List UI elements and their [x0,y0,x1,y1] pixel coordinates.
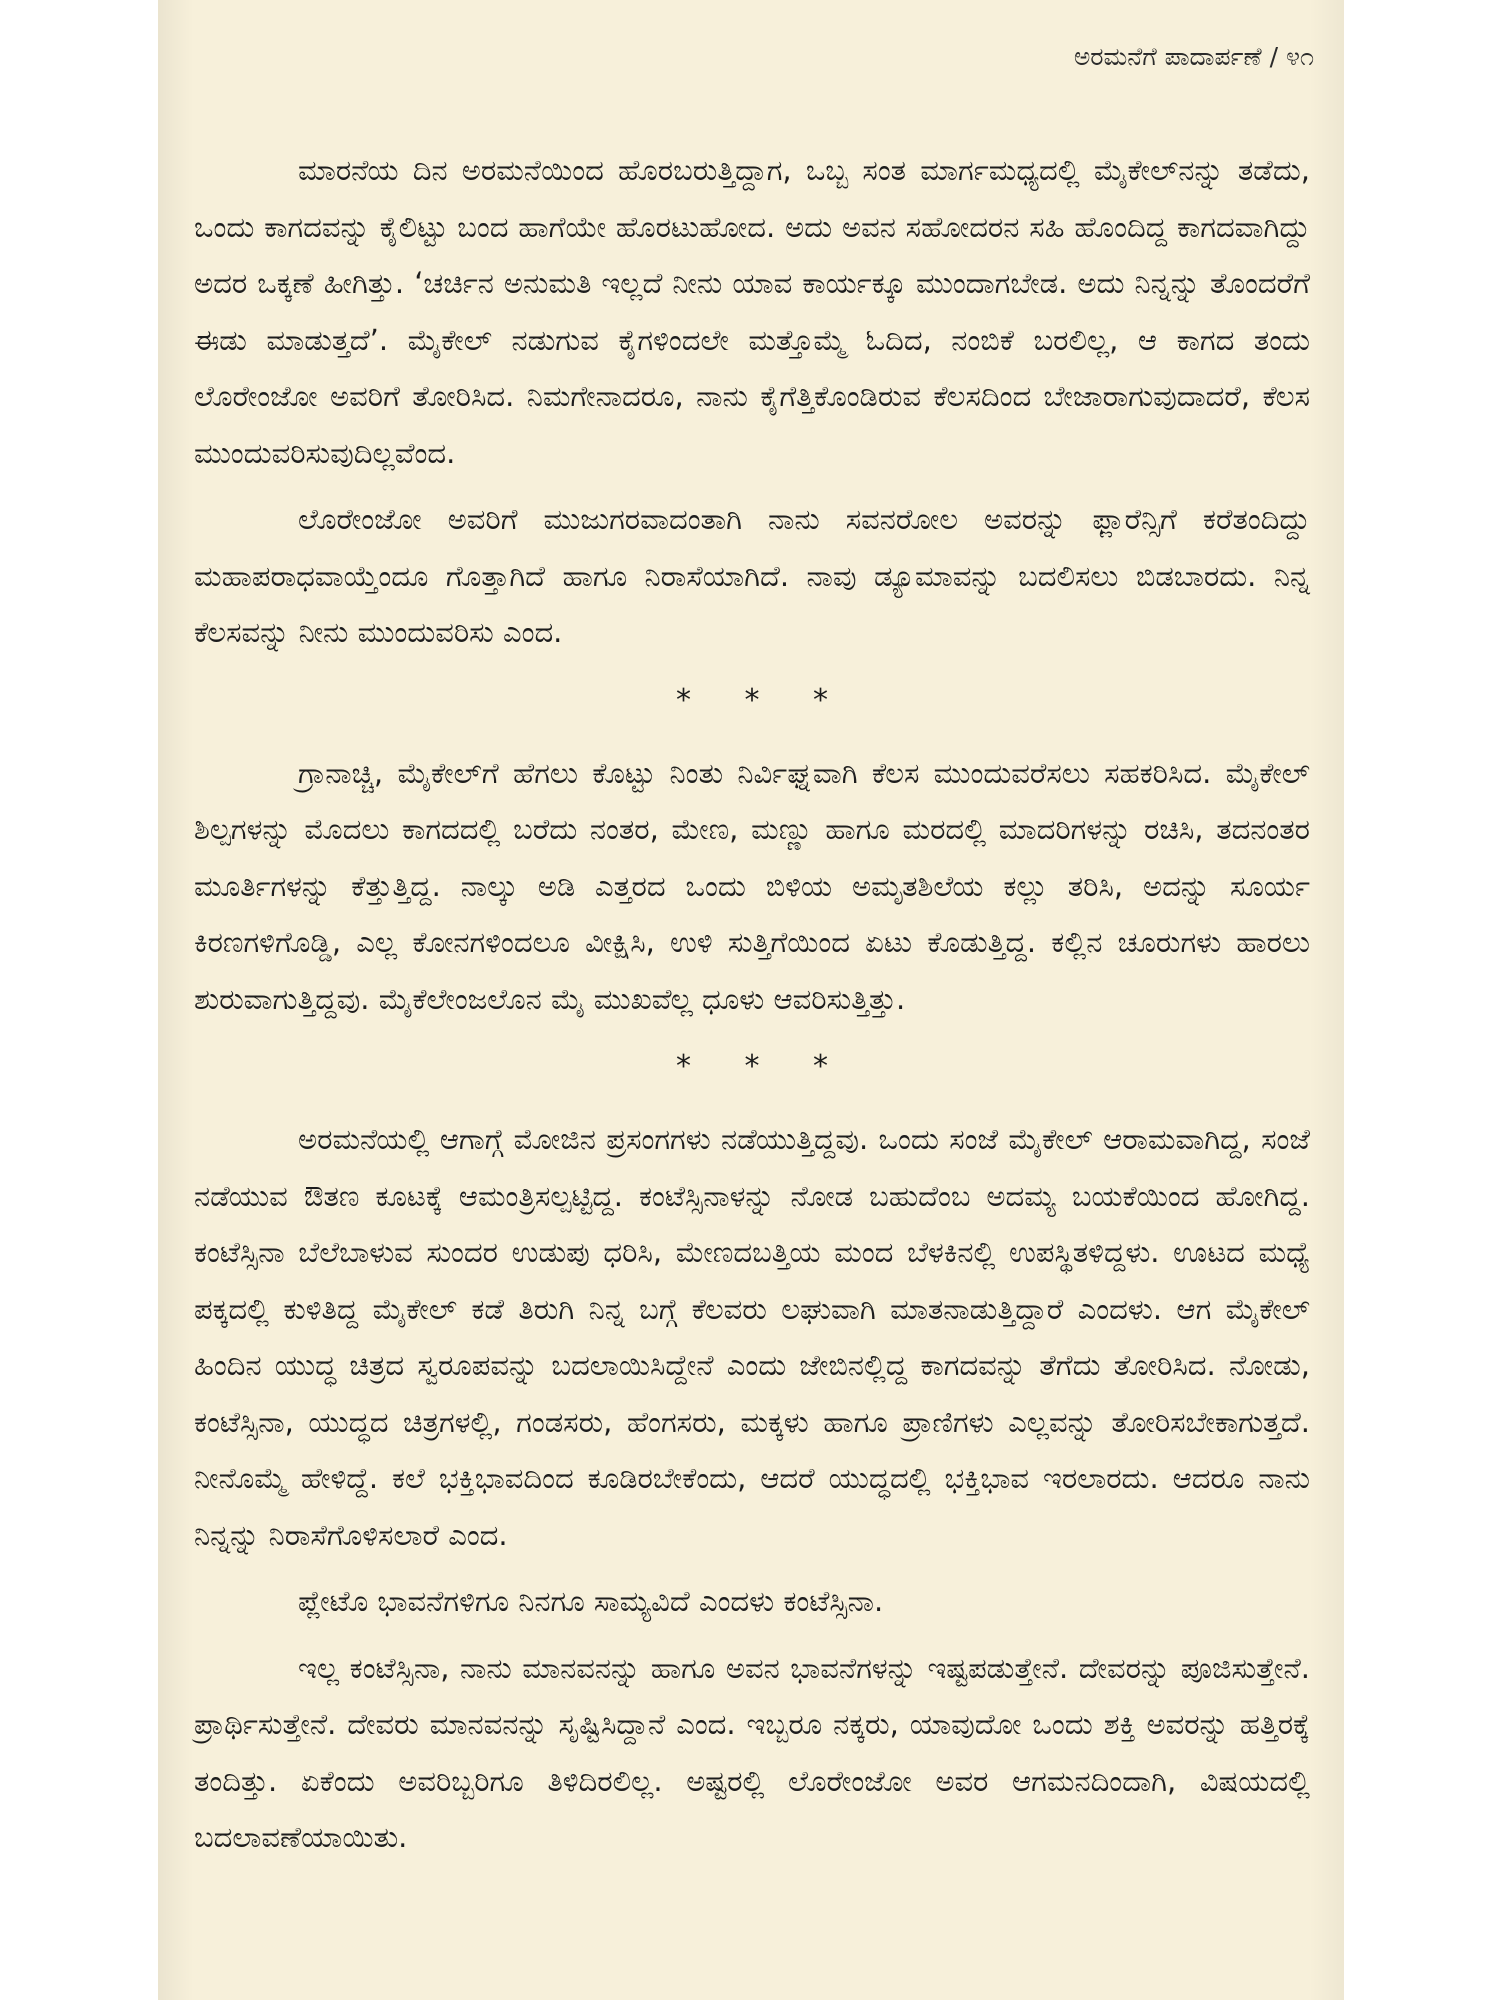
paragraph-6: ಇಲ್ಲ ಕಂಟೆಸ್ಸಿನಾ, ನಾನು ಮಾನವನನ್ನು ಹಾಗೂ ಅವನ ಭಾವನೆಗಳನ್ನು ಇಷ್ಟಪಡುತ್ತೇನೆ. ದೇವರನ್ನು ಪೂಜಿಸುತ್ತೇನೆ. ಪ್ರಾರ್ಥಿಸುತ್ತೇನೆ. ದೇವರು ಮಾನವನನ್ನು ಸೃಷ್ಟಿಸಿದ್ದಾನೆ ಎಂದ. ಇಬ್ಬರೂ ನಕ್ಕರು, ಯಾವುದೋ ಒಂದು ಶಕ್ತಿ ಅವರನ್ನು ಹತ್ತಿರಕ್ಕೆ ತಂದಿತ್ತು. ಏಕೆಂದು ಅವರಿಬ್ಬರಿಗೂ ತಿಳಿದಿರಲಿಲ್ಲ. ಅಷ್ಟರಲ್ಲಿ ಲೊರೇಂಜೋ ಅವರ ಆಗಮನದಿಂದಾಗಿ, ವಿಷಯದಲ್ಲಿ ಬದಲಾವಣೆಯಾಯಿತು. [194,1650,1310,1854]
book-page [158,0,1344,2000]
section-separator-1: * * * [675,682,851,718]
paragraph-3: ಗ್ರಾನಾಚ್ಚಿ, ಮೈಕೇಲ್‌ಗೆ ಹೆಗಲು ಕೊಟ್ಟು ನಿಂತು ನಿರ್ವಿಘ್ನವಾಗಿ ಕೆಲಸ ಮುಂದುವರೆಸಲು ಸಹಕರಿಸಿದ. ಮೈಕೇಲ್ ಶಿಲ್ಪಗಳನ್ನು ಮೊದಲು ಕಾಗದದಲ್ಲಿ ಬರೆದು ನಂತರ, ಮೇಣ, ಮಣ್ಣು ಹಾಗೂ ಮರದಲ್ಲಿ ಮಾದರಿಗಳನ್ನು ರಚಿಸಿ, ತದನಂತರ ಮೂರ್ತಿಗಳನ್ನು ಕೆತ್ತುತ್ತಿದ್ದ. ನಾಲ್ಕು ಅಡಿ ಎತ್ತರದ ಒಂದು ಬಿಳಿಯ ಅಮೃತಶಿಲೆಯ ಕಲ್ಲು ತರಿಸಿ, ಅದನ್ನು ಸೂರ್ಯ ಕಿರಣಗಳಿಗೊಡ್ಡಿ, ಎಲ್ಲ ಕೋನಗಳಿಂದಲೂ ವೀಕ್ಷಿಸಿ, ಉಳಿ ಸುತ್ತಿಗೆಯಿಂದ ಏಟು ಕೊಡುತ್ತಿದ್ದ. ಕಲ್ಲಿನ ಚೂರುಗಳು ಹಾರಲು ಶುರುವಾಗುತ್ತಿದ್ದವು. ಮೈಕೆಲೇಂಜಲೊನ ಮೈ ಮುಖವೆಲ್ಲ ಧೂಳು ಆವರಿಸುತ್ತಿತ್ತು. [194,755,1310,1016]
paragraph-2: ಲೊರೇಂಜೋ ಅವರಿಗೆ ಮುಜುಗರವಾದಂತಾಗಿ ನಾನು ಸವನರೋಲ ಅವರನ್ನು ಫ್ಲಾರೆನ್ಸಿಗೆ ಕರೆತಂದಿದ್ದು ಮಹಾಪರಾಧವಾಯ್ತೆಂದೂ ಗೊತ್ತಾಗಿದೆ ಹಾಗೂ ನಿರಾಸೆಯಾಗಿದೆ. ನಾವು ಡ್ಯೂಮಾವನ್ನು ಬದಲಿಸಲು ಬಿಡಬಾರದು. ನಿನ್ನ ಕೆಲಸವನ್ನು ನೀನು ಮುಂದುವರಿಸು ಎಂದ. [194,502,1310,649]
paragraph-1: ಮಾರನೆಯ ದಿನ ಅರಮನೆಯಿಂದ ಹೊರಬರುತ್ತಿದ್ದಾಗ, ಒಬ್ಬ ಸಂತ ಮಾರ್ಗಮಧ್ಯದಲ್ಲಿ ಮೈಕೇಲ್‌ನನ್ನು ತಡೆದು, ಒಂದು ಕಾಗದವನ್ನು ಕೈಲಿಟ್ಟು ಬಂದ ಹಾಗೆಯೇ ಹೊರಟುಹೋದ. ಅದು ಅವನ ಸಹೋದರನ ಸಹಿ ಹೊಂದಿದ್ದ ಕಾಗದವಾಗಿದ್ದು ಅದರ ಒಕ್ಕಣೆ ಹೀಗಿತ್ತು. ‘ಚರ್ಚಿನ ಅನುಮತಿ ಇಲ್ಲದೆ ನೀನು ಯಾವ ಕಾರ್ಯಕ್ಕೂ ಮುಂದಾಗಬೇಡ. ಅದು ನಿನ್ನನ್ನು ತೊಂದರೆಗೆ ಈಡು ಮಾಡುತ್ತದೆ’. ಮೈಕೇಲ್ ನಡುಗುವ ಕೈಗಳಿಂದಲೇ ಮತ್ತೊಮ್ಮೆ ಓದಿದ, ನಂಬಿಕೆ ಬರಲಿಲ್ಲ, ಆ ಕಾಗದ ತಂದು ಲೊರೇಂಜೋ ಅವರಿಗೆ ತೋರಿಸಿದ. ನಿಮಗೇನಾದರೂ, ನಾನು ಕೈಗೆತ್ತಿಕೊಂಡಿರುವ ಕೆಲಸದಿಂದ ಬೇಜಾರಾಗುವುದಾದರೆ, ಕೆಲಸ ಮುಂದುವರಿಸುವುದಿಲ್ಲವೆಂದ. [194,153,1310,470]
running-head: ಅರಮನೆಗೆ ಪಾದಾರ್ಪಣೆ / ೪೧ [1073,42,1314,71]
body-text [194,142,1310,1866]
paragraph-5: ಪ್ಲೇಟೊ ಭಾವನೆಗಳಿಗೂ ನಿನಗೂ ಸಾಮ್ಯವಿದೆ ಎಂದಳು ಕಂಟೆಸ್ಸಿನಾ. [298,1584,884,1618]
paragraph-4: ಅರಮನೆಯಲ್ಲಿ ಆಗಾಗ್ಗೆ ಮೋಜಿನ ಪ್ರಸಂಗಗಳು ನಡೆಯುತ್ತಿದ್ದವು. ಒಂದು ಸಂಜೆ ಮೈಕೇಲ್ ಆರಾಮವಾಗಿದ್ದ, ಸಂಜೆ ನಡೆಯುವ ಔತಣ ಕೂಟಕ್ಕೆ ಆಮಂತ್ರಿಸಲ್ಪಟ್ಟಿದ್ದ. ಕಂಟೆಸ್ಸಿನಾಳನ್ನು ನೋಡ ಬಹುದೆಂಬ ಅದಮ್ಯ ಬಯಕೆಯಿಂದ ಹೋಗಿದ್ದ. ಕಂಟೆಸ್ಸಿನಾ ಬೆಲೆಬಾಳುವ ಸುಂದರ ಉಡುಪು ಧರಿಸಿ, ಮೇಣದಬತ್ತಿಯ ಮಂದ ಬೆಳಕಿನಲ್ಲಿ ಉಪಸ್ಥಿತಳಿದ್ದಳು. ಊಟದ ಮಧ್ಯೆ ಪಕ್ಕದಲ್ಲಿ ಕುಳಿತಿದ್ದ ಮೈಕೇಲ್ ಕಡೆ ತಿರುಗಿ ನಿನ್ನ ಬಗ್ಗೆ ಕೆಲವರು ಲಘುವಾಗಿ ಮಾತನಾಡುತ್ತಿದ್ದಾರೆ ಎಂದಳು. ಆಗ ಮೈಕೇಲ್ ಹಿಂದಿನ ಯುದ್ಧ ಚಿತ್ರದ ಸ್ವರೂಪವನ್ನು ಬದಲಾಯಿಸಿದ್ದೇನೆ ಎಂದು ಜೇಬಿನಲ್ಲಿದ್ದ ಕಾಗದವನ್ನು ತೆಗೆದು ತೋರಿಸಿದ. ನೋಡು, ಕಂಟೆಸ್ಸಿನಾ, ಯುದ್ಧದ ಚಿತ್ರಗಳಲ್ಲಿ, ಗಂಡಸರು, ಹೆಂಗಸರು, ಮಕ್ಕಳು ಹಾಗೂ ಪ್ರಾಣಿಗಳು ಎಲ್ಲವನ್ನು ತೋರಿಸಬೇಕಾಗುತ್ತದೆ. ನೀನೊಮ್ಮೆ ಹೇಳಿದ್ದೆ. ಕಲೆ ಭಕ್ತಿಭಾವದಿಂದ ಕೂಡಿರಬೇಕೆಂದು, ಆದರೆ ಯುದ್ಧದಲ್ಲಿ ಭಕ್ತಿಭಾವ ಇರಲಾರದು. ಆದರೂ ನಾನು ನಿನ್ನನ್ನು ನಿರಾಸೆಗೊಳಿಸಲಾರೆ ಎಂದ. [194,1122,1310,1552]
section-separator-2: * * * [675,1049,851,1084]
